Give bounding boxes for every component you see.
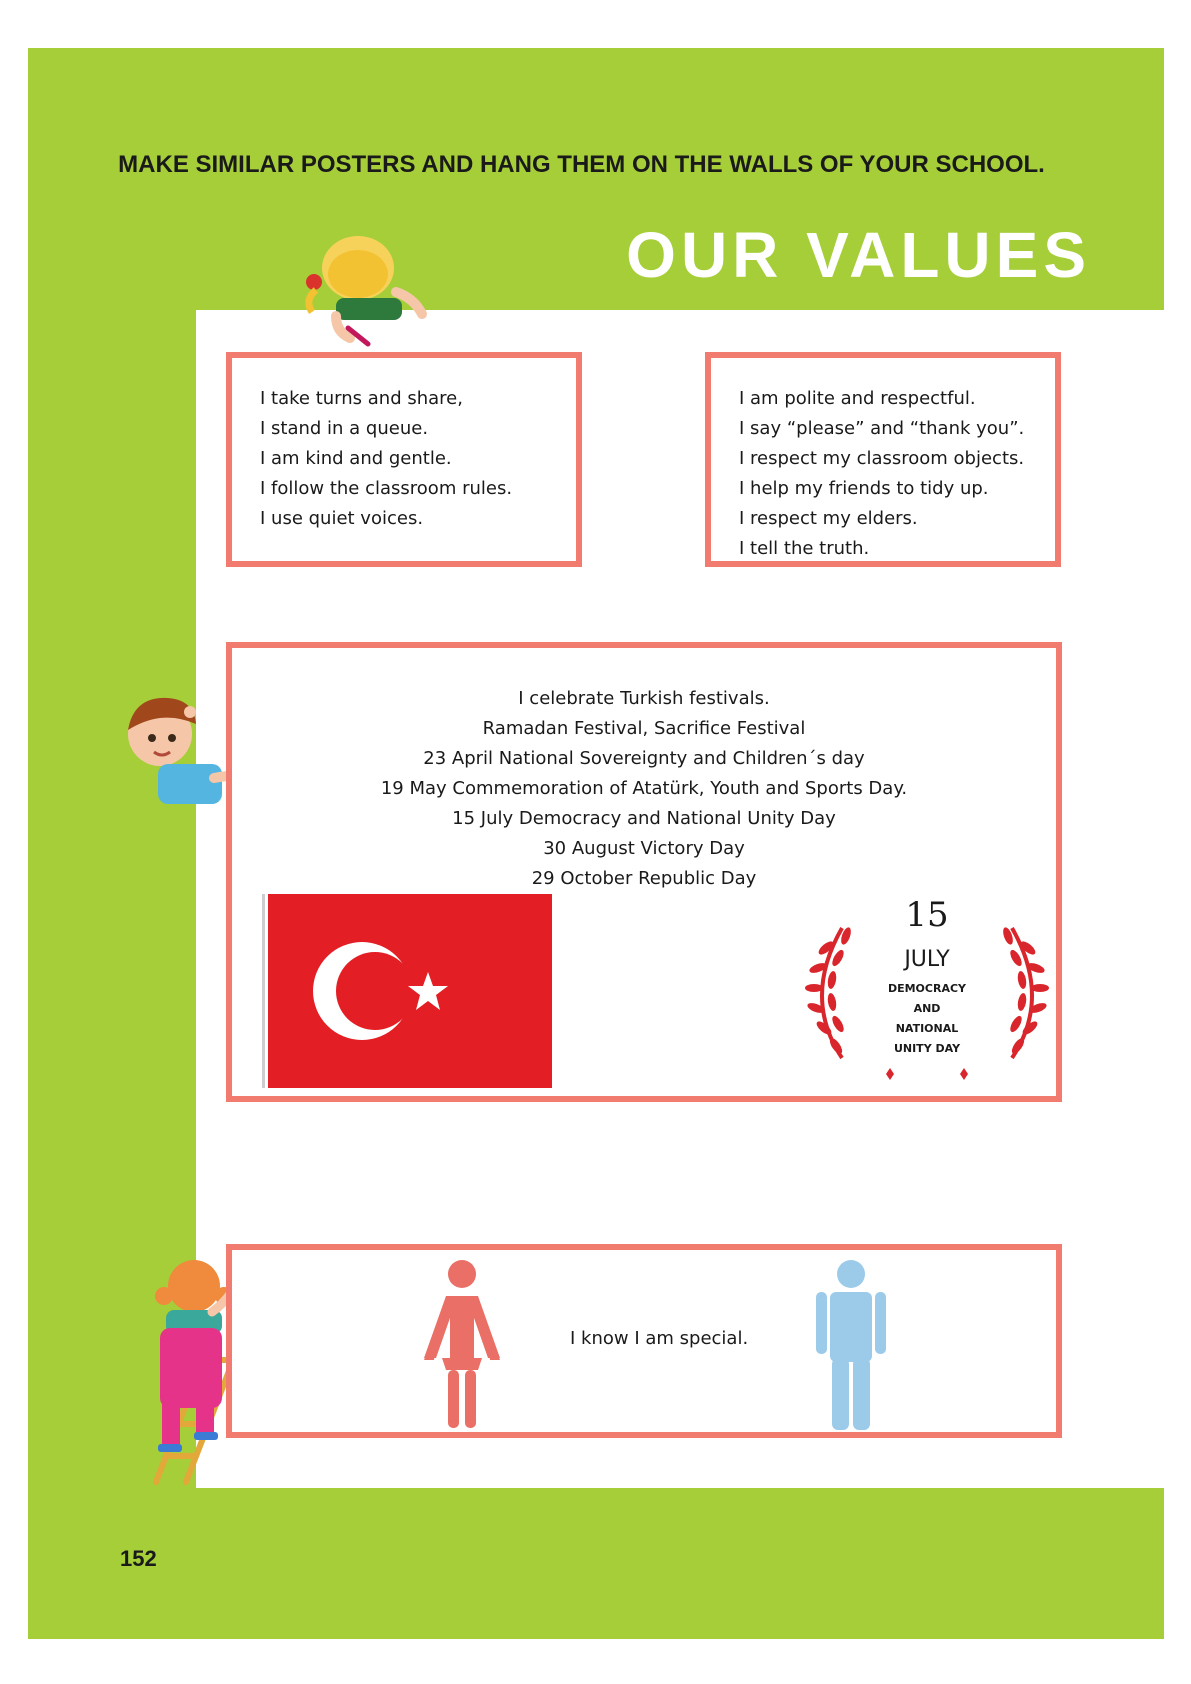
list-item: I respect my elders. <box>739 508 918 529</box>
emblem-caption-line: UNITY DAY <box>893 1042 961 1055</box>
poster-i-am-special <box>226 1244 1062 1438</box>
woman-icon <box>412 1260 512 1430</box>
man-icon <box>816 1260 886 1432</box>
politeness-rules-list <box>739 384 1024 564</box>
july-15-laurel-emblem <box>802 888 1052 1088</box>
list-item: I tell the truth. <box>739 538 870 559</box>
emblem-month: JULY <box>904 947 950 972</box>
poster-sharing-rules <box>226 352 582 567</box>
list-item: I celebrate Turkish festivals. <box>518 688 770 709</box>
instruction-heading: MAKE SIMILAR POSTERS AND HANG THEM ON THE WALLS OF YOUR SCHOOL. <box>118 151 1045 178</box>
list-item: I follow the classroom rules. <box>260 478 513 499</box>
list-item: I am kind and gentle. <box>260 448 452 469</box>
poster-politeness-rules <box>705 352 1061 567</box>
special-statement: I know I am special. <box>570 1328 749 1349</box>
list-item: 23 April National Sovereignty and Children´s day <box>423 748 865 769</box>
list-item: I take turns and share, <box>260 388 463 409</box>
turkish-flag-icon <box>262 894 552 1088</box>
girl-peeking-illustration <box>296 232 436 350</box>
page-title: OUR VALUES <box>626 219 1091 291</box>
sharing-rules-list <box>260 384 512 534</box>
festival-list <box>232 684 1056 894</box>
list-item: 19 May Commemoration of Atatürk, Youth and Sports Day. <box>380 778 908 799</box>
list-item: 30 August Victory Day <box>543 838 745 859</box>
emblem-number: 15 <box>905 895 949 935</box>
list-item: I say “please” and “thank you”. <box>739 418 1025 439</box>
emblem-caption-line: AND <box>913 1002 941 1015</box>
list-item: 29 October Republic Day <box>531 868 757 889</box>
list-item: I stand in a queue. <box>260 418 429 439</box>
list-item: Ramadan Festival, Sacrifice Festival <box>482 718 806 739</box>
emblem-caption-line: NATIONAL <box>895 1022 959 1035</box>
poster-turkish-festivals <box>226 642 1062 1102</box>
list-item: 15 July Democracy and National Unity Day <box>452 808 836 829</box>
emblem-caption-line: DEMOCRACY <box>887 982 967 995</box>
page-number: 152 <box>120 1546 157 1571</box>
list-item: I respect my classroom objects. <box>739 448 1025 469</box>
list-item: I use quiet voices. <box>260 508 424 529</box>
list-item: I am polite and respectful. <box>739 388 976 409</box>
list-item: I help my friends to tidy up. <box>739 478 989 499</box>
